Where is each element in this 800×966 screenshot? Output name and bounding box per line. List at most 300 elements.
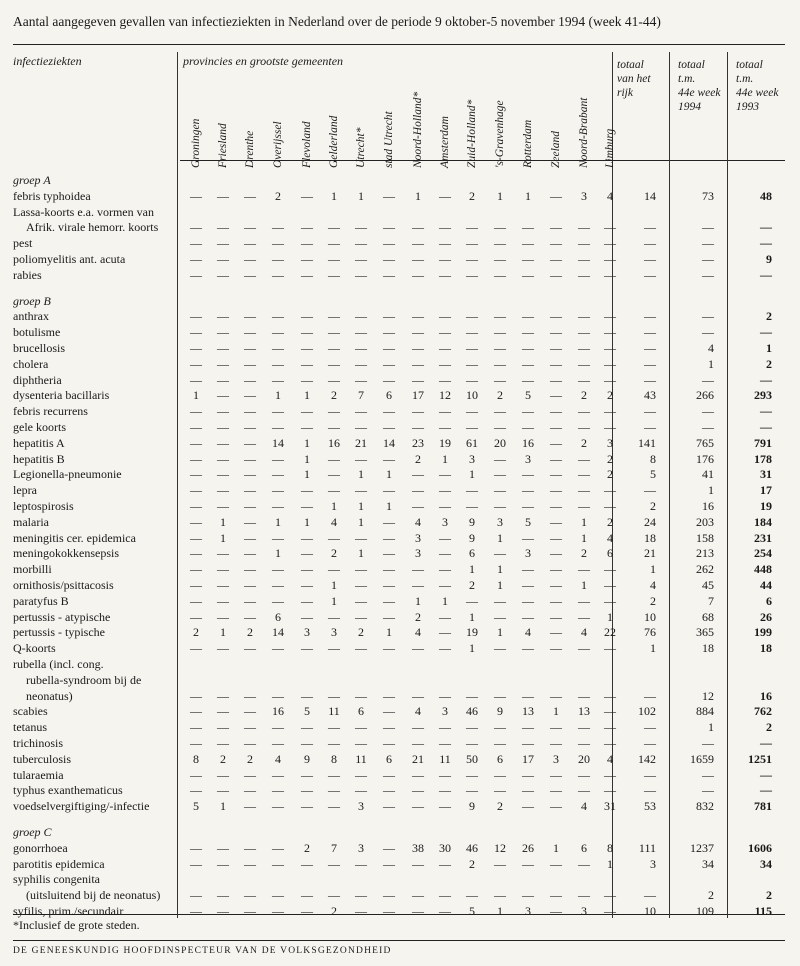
value-cell: — [190, 736, 202, 750]
value-cell: — [355, 904, 367, 918]
value-cell: 3 [497, 514, 503, 529]
value-cell: — [439, 767, 451, 782]
value-cell: 9 [469, 514, 475, 529]
disease-label: botulisme [13, 325, 61, 340]
value-cell: — [355, 578, 367, 592]
column-header-line: 44e week [678, 87, 721, 99]
total-cell: 45 [702, 578, 714, 592]
value-cell: — [494, 341, 506, 355]
value-cell: 2 [415, 609, 421, 624]
value-cell: — [494, 856, 506, 871]
value-cell: — [301, 767, 313, 782]
value-cell: 2 [607, 388, 613, 403]
value-cell: — [272, 904, 284, 918]
disease-label: pertussis - atypische [13, 609, 111, 624]
column-header-line: van het [617, 73, 651, 85]
value-cell: 1 [358, 546, 364, 561]
value-cell: — [244, 451, 256, 466]
total-cell: 21 [644, 546, 656, 561]
value-cell: — [466, 404, 478, 419]
value-cell: — [272, 688, 284, 703]
value-cell: 3 [358, 799, 364, 814]
value-cell: — [494, 783, 506, 798]
total-cell: 19 [760, 499, 772, 513]
value-cell: — [604, 562, 616, 577]
total-cell: 765 [696, 435, 714, 450]
value-cell: — [217, 888, 229, 903]
value-cell: — [217, 546, 229, 561]
value-cell: — [578, 767, 590, 782]
value-cell: — [272, 236, 284, 251]
total-cell: — [644, 220, 656, 235]
value-cell: 1 [331, 188, 337, 203]
value-cell: 3 [525, 546, 531, 561]
total-cell: 7 [708, 593, 714, 608]
value-cell: — [522, 483, 534, 498]
value-cell: 1 [220, 530, 226, 545]
value-cell: — [550, 236, 562, 251]
value-cell: — [550, 404, 562, 419]
value-cell: — [301, 593, 313, 608]
total-cell: 4 [708, 341, 714, 355]
value-cell: — [328, 467, 340, 482]
value-cell: 4 [607, 188, 613, 203]
value-cell: 2 [331, 388, 337, 403]
total-cell: — [644, 720, 656, 735]
value-cell: 1 [553, 704, 559, 719]
value-cell: — [301, 904, 313, 918]
value-cell: 21 [355, 435, 367, 450]
value-cell: — [355, 530, 367, 545]
value-cell: 26 [522, 840, 534, 855]
value-cell: — [244, 499, 256, 513]
value-cell: — [578, 499, 590, 513]
value-cell: — [439, 420, 451, 434]
value-cell: — [439, 856, 451, 871]
total-cell: 111 [638, 840, 656, 855]
value-cell: — [355, 325, 367, 340]
column-header-label: Friesland [217, 123, 229, 168]
value-cell: — [272, 420, 284, 434]
value-cell: — [578, 451, 590, 466]
value-cell: 1 [275, 514, 281, 529]
value-cell: — [355, 688, 367, 703]
value-cell: 3 [442, 514, 448, 529]
value-cell: — [328, 609, 340, 624]
value-cell: — [522, 593, 534, 608]
value-cell: — [217, 767, 229, 782]
value-cell: — [190, 840, 202, 855]
value-cell: — [439, 625, 451, 640]
value-cell: — [301, 325, 313, 340]
value-cell: 6 [386, 388, 392, 403]
total-cell: — [702, 252, 714, 266]
value-cell: — [217, 356, 229, 371]
disease-label: typhus exanthematicus [13, 783, 123, 798]
value-cell: — [494, 888, 506, 903]
value-cell: — [272, 840, 284, 855]
value-cell: — [522, 420, 534, 434]
value-cell: 3 [442, 704, 448, 719]
value-cell: 4 [275, 751, 281, 766]
value-cell: — [383, 372, 395, 387]
value-cell: — [355, 372, 367, 387]
column-header-label: Amsterdam [439, 116, 451, 168]
value-cell: 3 [358, 840, 364, 855]
value-cell: — [383, 840, 395, 855]
value-cell: — [494, 720, 506, 735]
value-cell: — [217, 609, 229, 624]
value-cell: 2 [247, 625, 253, 640]
value-cell: 1 [358, 467, 364, 482]
total-cell: — [760, 325, 772, 340]
value-cell: — [272, 578, 284, 592]
value-cell: — [412, 356, 424, 371]
disease-label: ornithosis/psittacosis [13, 578, 114, 592]
value-cell: — [466, 420, 478, 434]
value-cell: — [466, 888, 478, 903]
total-cell: 109 [696, 904, 714, 918]
value-cell: — [439, 372, 451, 387]
value-cell: 1 [553, 840, 559, 855]
column-header-label: Zuid-Holland* [466, 99, 478, 168]
total-cell: 3 [650, 856, 656, 871]
value-cell: — [190, 499, 202, 513]
value-cell: — [550, 467, 562, 482]
value-cell: — [439, 562, 451, 577]
value-cell: — [466, 267, 478, 282]
value-cell: — [272, 267, 284, 282]
value-cell: — [439, 467, 451, 482]
value-cell: 19 [439, 435, 451, 450]
value-cell: — [328, 372, 340, 387]
value-cell: — [328, 736, 340, 750]
value-cell: — [355, 309, 367, 324]
value-cell: — [412, 799, 424, 814]
value-cell: — [604, 704, 616, 719]
total-cell: — [702, 420, 714, 434]
total-cell: 2 [766, 356, 772, 371]
value-cell: — [272, 783, 284, 798]
total-cell: 18 [760, 641, 772, 656]
value-cell: 1 [331, 578, 337, 592]
value-cell: — [190, 404, 202, 419]
value-cell: — [383, 578, 395, 592]
value-cell: — [604, 267, 616, 282]
value-cell: — [301, 483, 313, 498]
total-cell: 41 [702, 467, 714, 482]
value-cell: — [355, 856, 367, 871]
value-cell: — [355, 736, 367, 750]
total-cell: — [644, 236, 656, 251]
total-cell: 34 [760, 856, 772, 871]
value-cell: — [217, 562, 229, 577]
value-cell: — [244, 783, 256, 798]
value-cell: — [550, 736, 562, 750]
value-cell: — [550, 451, 562, 466]
column-header-line: totaal [736, 59, 763, 71]
value-cell: — [272, 483, 284, 498]
value-cell: — [272, 356, 284, 371]
total-cell: — [644, 767, 656, 782]
value-cell: — [466, 325, 478, 340]
value-cell: 7 [358, 388, 364, 403]
value-cell: — [466, 593, 478, 608]
value-cell: — [578, 420, 590, 434]
value-cell: — [217, 720, 229, 735]
value-cell: — [578, 609, 590, 624]
value-cell: 4 [581, 625, 587, 640]
value-cell: — [301, 404, 313, 419]
value-cell: — [604, 483, 616, 498]
value-cell: — [217, 840, 229, 855]
value-cell: — [328, 236, 340, 251]
value-cell: 9 [497, 704, 503, 719]
value-cell: 20 [578, 751, 590, 766]
value-cell: — [244, 252, 256, 266]
value-cell: — [383, 641, 395, 656]
value-cell: 12 [494, 840, 506, 855]
value-cell: 2 [497, 388, 503, 403]
total-cell: 142 [638, 751, 656, 766]
value-cell: 2 [469, 856, 475, 871]
value-cell: — [244, 220, 256, 235]
value-cell: — [244, 514, 256, 529]
value-cell: — [439, 888, 451, 903]
value-cell: — [439, 356, 451, 371]
value-cell: 5 [525, 388, 531, 403]
value-cell: — [604, 720, 616, 735]
value-cell: — [244, 236, 256, 251]
value-cell: — [466, 688, 478, 703]
value-cell: 3 [304, 625, 310, 640]
total-cell: — [702, 736, 714, 750]
total-cell: 18 [644, 530, 656, 545]
value-cell: 2 [607, 467, 613, 482]
header-disease: infectieziekten [13, 54, 82, 68]
column-header-label: 's-Gravenhage [494, 100, 506, 168]
total-cell: — [760, 736, 772, 750]
value-cell: — [550, 341, 562, 355]
value-cell: 3 [553, 751, 559, 766]
total-cell: 26 [760, 609, 772, 624]
value-cell: — [578, 267, 590, 282]
value-cell: — [217, 688, 229, 703]
value-cell: 2 [415, 451, 421, 466]
column-header-label: stad Utrecht [383, 111, 395, 168]
disease-label: syfilis, prim./secundair [13, 904, 124, 918]
value-cell: 1 [607, 609, 613, 624]
value-cell: — [217, 483, 229, 498]
group-heading: groep B [13, 293, 51, 308]
value-cell: — [550, 420, 562, 434]
total-cell: 293 [754, 388, 772, 403]
value-cell: — [383, 562, 395, 577]
value-cell: — [412, 856, 424, 871]
total-cell: 10 [644, 609, 656, 624]
value-cell: — [301, 736, 313, 750]
value-cell: — [272, 888, 284, 903]
value-cell: — [272, 404, 284, 419]
value-cell: — [604, 356, 616, 371]
value-cell: — [383, 767, 395, 782]
value-cell: — [604, 593, 616, 608]
value-cell: — [328, 404, 340, 419]
value-cell: 1 [581, 530, 587, 545]
value-cell: — [328, 309, 340, 324]
value-cell: — [578, 888, 590, 903]
value-cell: — [522, 783, 534, 798]
value-cell: — [217, 404, 229, 419]
column-header-label: Overijssel [272, 121, 284, 168]
value-cell: — [578, 483, 590, 498]
disease-label: voedselvergiftiging/-infectie [13, 799, 150, 814]
total-cell: 10 [644, 904, 656, 918]
value-cell: 2 [607, 451, 613, 466]
value-cell: 31 [604, 799, 616, 814]
value-cell: — [355, 404, 367, 419]
total-cell: 184 [754, 514, 772, 529]
value-cell: — [217, 641, 229, 656]
total-cell: 73 [702, 188, 714, 203]
value-cell: — [217, 252, 229, 266]
total-cell: 6 [766, 593, 772, 608]
total-cell: — [760, 220, 772, 235]
value-cell: — [301, 578, 313, 592]
value-cell: 22 [604, 625, 616, 640]
disease-label: gonorrhoea [13, 840, 68, 855]
group-heading: groep C [13, 825, 52, 839]
value-cell: — [494, 420, 506, 434]
value-cell: — [355, 267, 367, 282]
total-cell: 791 [754, 435, 772, 450]
value-cell: — [522, 220, 534, 235]
value-cell: — [550, 483, 562, 498]
value-cell: — [578, 467, 590, 482]
value-cell: — [301, 309, 313, 324]
value-cell: — [578, 356, 590, 371]
value-cell: 1 [220, 514, 226, 529]
value-cell: — [412, 267, 424, 282]
disease-label: dysenteria bacillaris [13, 388, 110, 403]
value-cell: — [550, 514, 562, 529]
value-cell: — [466, 220, 478, 235]
value-cell: — [272, 799, 284, 814]
column-header-line: rijk [617, 87, 633, 99]
value-cell: 6 [358, 704, 364, 719]
value-cell: — [190, 309, 202, 324]
value-cell: 3 [525, 451, 531, 466]
value-cell: 14 [383, 435, 395, 450]
disease-label: paratyfus B [13, 593, 69, 608]
value-cell: — [494, 641, 506, 656]
value-cell: — [190, 767, 202, 782]
value-cell: — [328, 720, 340, 735]
value-cell: — [494, 736, 506, 750]
value-cell: — [550, 593, 562, 608]
total-cell: — [702, 767, 714, 782]
value-cell: — [494, 483, 506, 498]
value-cell: 8 [193, 751, 199, 766]
value-cell: — [328, 767, 340, 782]
value-cell: — [301, 856, 313, 871]
value-cell: — [494, 404, 506, 419]
total-cell: 31 [760, 467, 772, 482]
value-cell: — [383, 451, 395, 466]
value-cell: — [217, 435, 229, 450]
value-cell: — [383, 267, 395, 282]
column-header-label: Utrecht* [355, 127, 367, 168]
value-cell: — [494, 451, 506, 466]
value-cell: — [383, 483, 395, 498]
value-cell: — [301, 688, 313, 703]
total-cell: 48 [760, 188, 772, 203]
value-cell: 1 [469, 641, 475, 656]
total-cell: 18 [702, 641, 714, 656]
value-cell: — [550, 499, 562, 513]
value-cell: 7 [331, 840, 337, 855]
value-cell: — [383, 236, 395, 251]
value-cell: — [412, 767, 424, 782]
disease-label: (uitsluitend bij de neonatus) [26, 888, 161, 903]
value-cell: — [604, 341, 616, 355]
total-cell: 9 [766, 252, 772, 266]
value-cell: — [272, 220, 284, 235]
value-cell: — [328, 420, 340, 434]
value-cell: — [383, 420, 395, 434]
value-cell: — [604, 578, 616, 592]
value-cell: — [272, 325, 284, 340]
value-cell: 1 [497, 578, 503, 592]
value-cell: — [301, 783, 313, 798]
total-cell: — [644, 483, 656, 498]
value-cell: — [522, 325, 534, 340]
value-cell: 2 [331, 904, 337, 918]
total-cell: 1237 [690, 840, 714, 855]
value-cell: — [522, 641, 534, 656]
value-cell: — [355, 562, 367, 577]
value-cell: 3 [469, 451, 475, 466]
value-cell: 2 [497, 799, 503, 814]
value-cell: — [412, 499, 424, 513]
value-cell: — [604, 499, 616, 513]
value-cell: — [522, 341, 534, 355]
value-cell: — [383, 799, 395, 814]
value-cell: — [217, 736, 229, 750]
value-cell: — [604, 904, 616, 918]
value-cell: 3 [525, 904, 531, 918]
value-cell: 3 [331, 625, 337, 640]
value-cell: — [190, 783, 202, 798]
value-cell: — [412, 252, 424, 266]
value-cell: — [522, 356, 534, 371]
value-cell: — [578, 688, 590, 703]
disease-label: malaria [13, 514, 49, 529]
value-cell: — [439, 483, 451, 498]
rule-top [13, 44, 785, 45]
value-cell: — [522, 609, 534, 624]
value-cell: — [383, 356, 395, 371]
total-cell: — [644, 420, 656, 434]
header-provinces: provincies en grootste gemeenten [183, 54, 344, 68]
value-cell: — [272, 499, 284, 513]
value-cell: 1 [220, 625, 226, 640]
value-cell: — [466, 341, 478, 355]
value-cell: — [244, 267, 256, 282]
value-cell: — [550, 783, 562, 798]
value-cell: — [355, 783, 367, 798]
value-cell: — [383, 220, 395, 235]
